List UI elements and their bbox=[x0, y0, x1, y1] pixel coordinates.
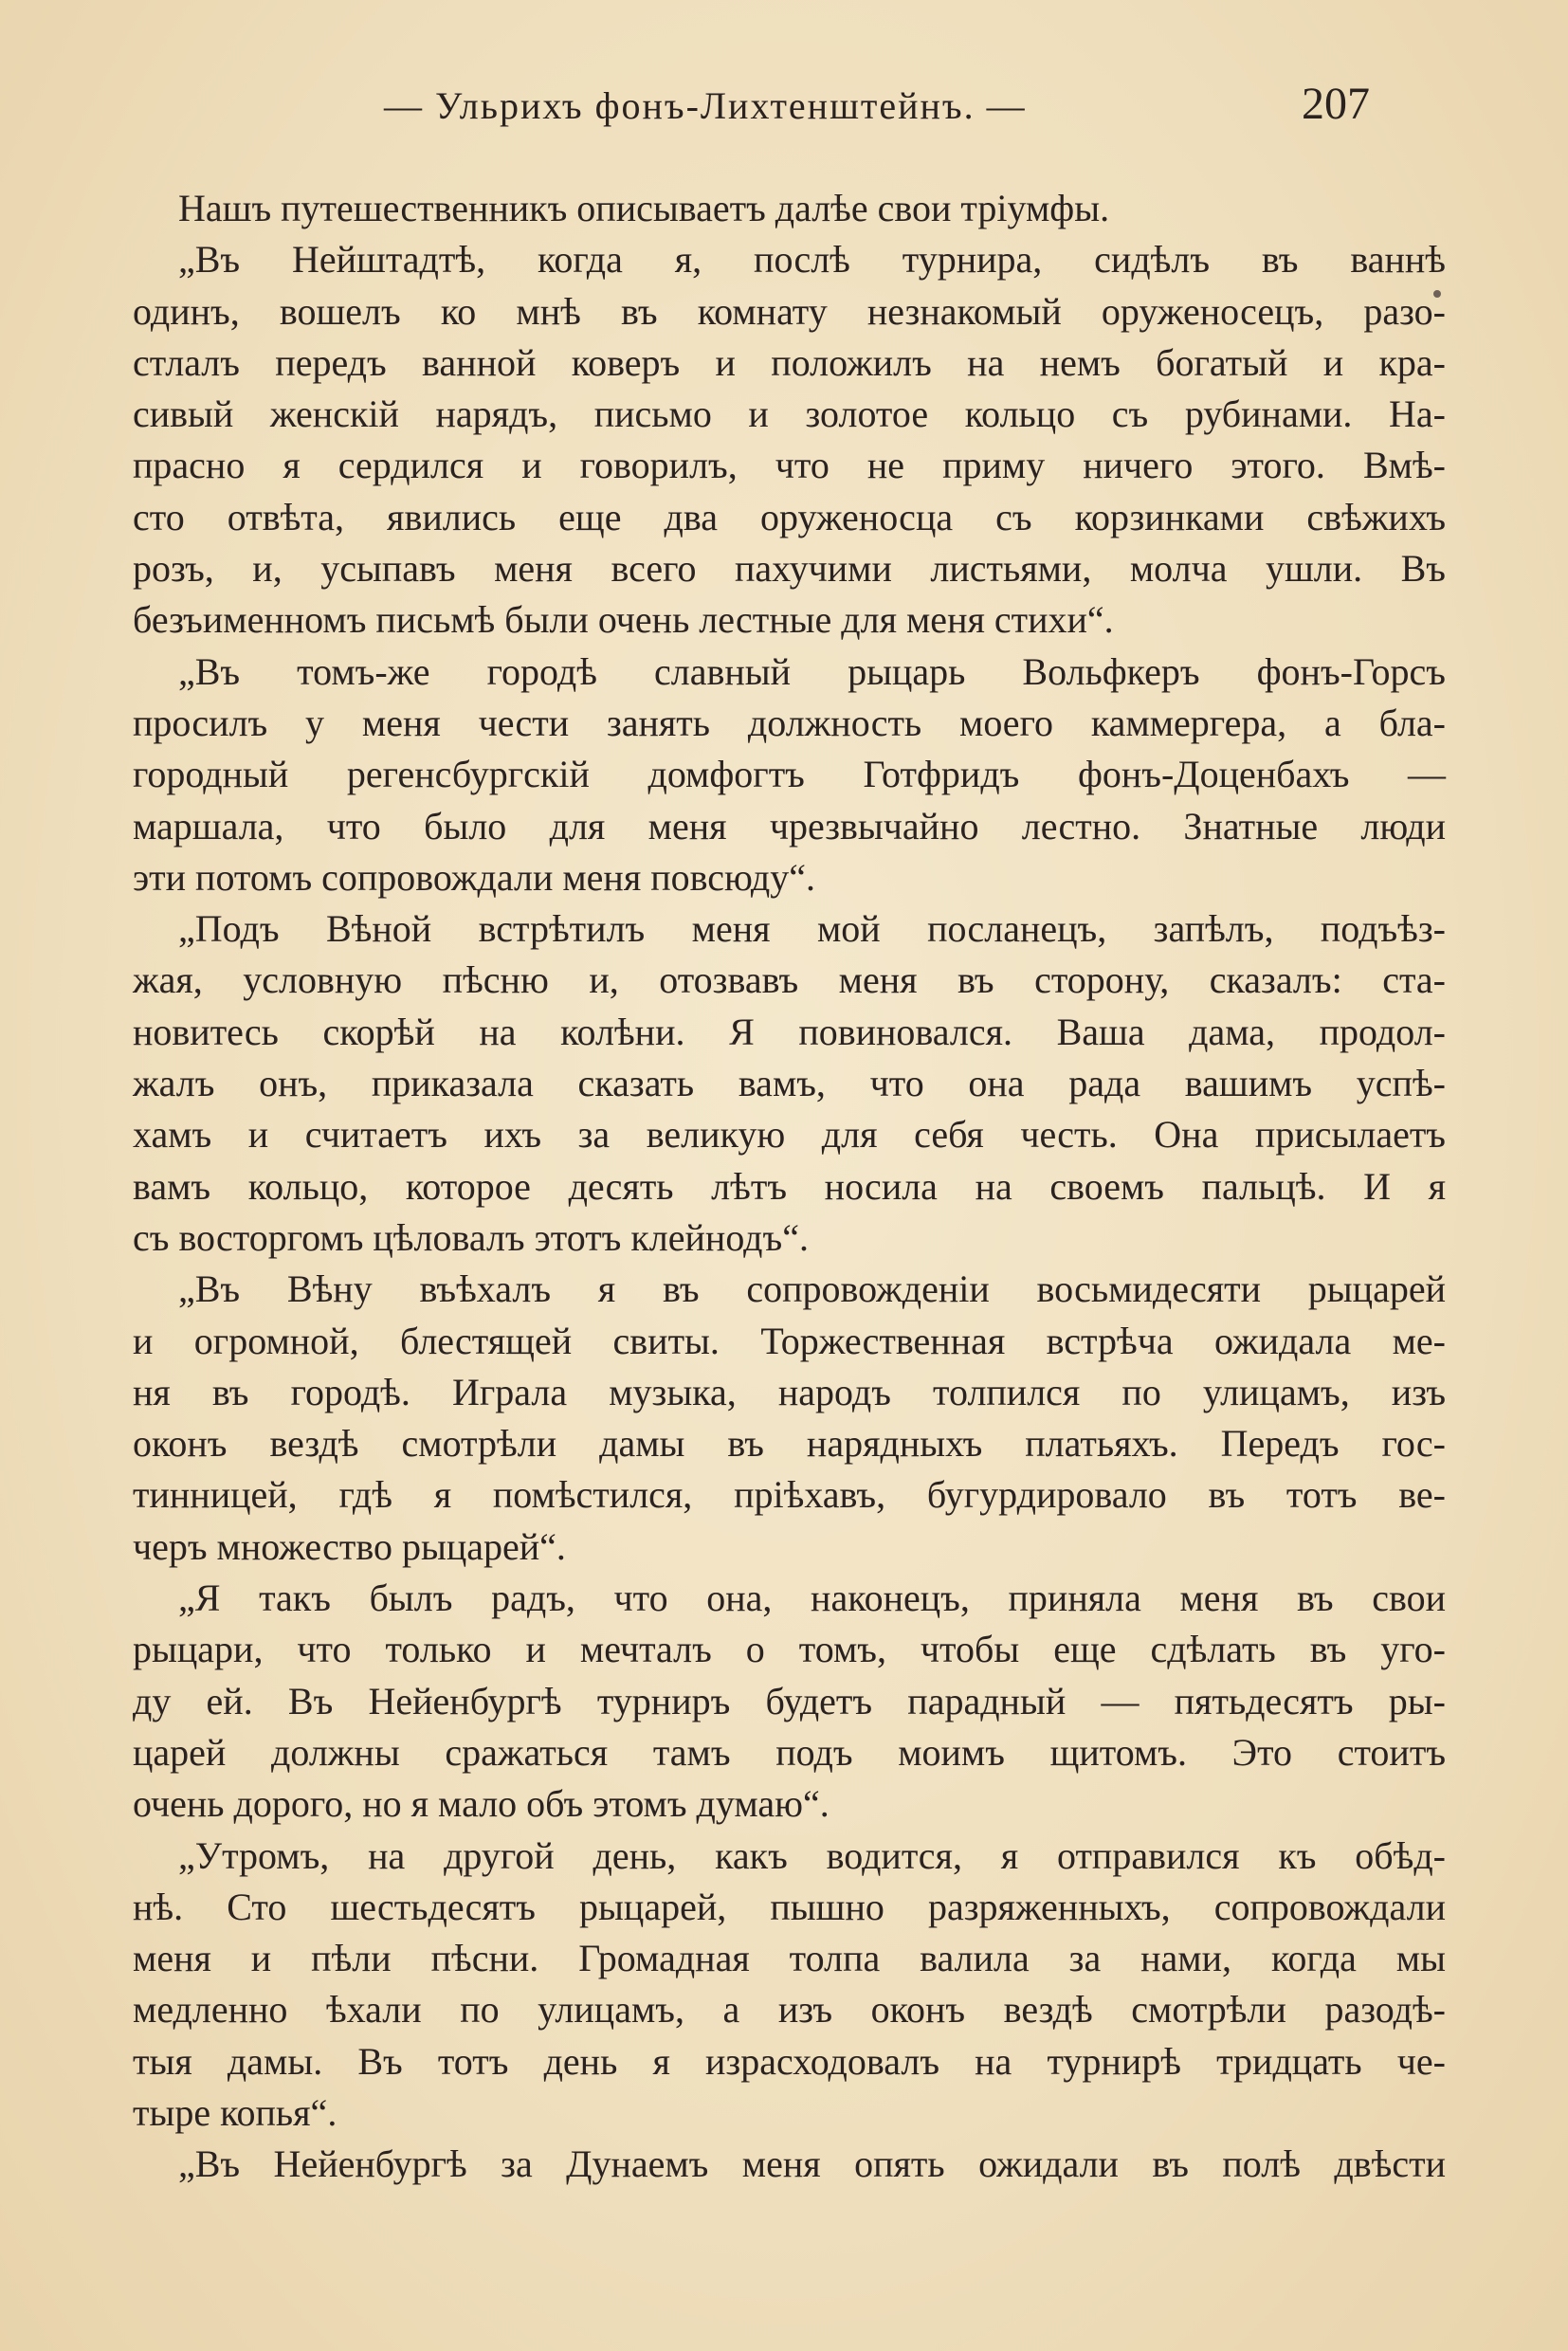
text-line: сто отвѣта, явились еще два оруженосца съ корзинками свѣжихъ bbox=[133, 495, 1446, 538]
text-line: „Въ Нейенбургѣ за Дунаемъ меня опять ожидали въ полѣ двѣсти bbox=[178, 2142, 1446, 2186]
text-line: просилъ у меня чести занять должность моего каммергера, а бла- bbox=[133, 701, 1446, 744]
text-line: безъименномъ письмѣ были очень лестные для меня стихи“. bbox=[133, 598, 1114, 642]
text-line: черъ множество рыцарей“. bbox=[133, 1524, 566, 1568]
text-line: стлалъ передъ ванной коверъ и положилъ на немъ богатый и кра- bbox=[133, 340, 1446, 384]
text-line: „Въ томъ-же городѣ славный рыцарь Вольфкеръ фонъ-Горсъ bbox=[178, 649, 1446, 693]
text-line: жалъ онъ, приказала сказать вамъ, что она рада вашимъ успѣ- bbox=[133, 1062, 1446, 1105]
text-line: „Въ Вѣну въѣхалъ я въ сопровожденіи восьмидесяти рыцарей bbox=[178, 1267, 1446, 1311]
text-line: „Я такъ былъ радъ, что она, наконецъ, приняла меня въ свои bbox=[178, 1576, 1446, 1620]
text-line: ду ей. Въ Нейенбургѣ турниръ будетъ парадный — пятьдесятъ ры- bbox=[133, 1679, 1446, 1722]
text-line: одинъ, вошелъ ко мнѣ въ комнату незнакомый оруженосецъ, разо- bbox=[133, 289, 1446, 333]
text-line: „Утромъ, на другой день, какъ водится, я отправился къ обѣд- bbox=[178, 1833, 1446, 1877]
text-line: прасно я сердился и говорилъ, что не приму ничего этого. Вмѣ- bbox=[133, 444, 1446, 487]
text-line: и огромной, блестящей свиты. Торжественная встрѣча ожидала ме- bbox=[133, 1319, 1446, 1362]
text-line: царей должны сражаться тамъ подъ моимъ щитомъ. Это стоитъ bbox=[133, 1730, 1446, 1774]
text-line: съ восторгомъ цѣловалъ этотъ клейнодъ“. bbox=[133, 1215, 809, 1259]
text-line: сивый женскій нарядъ, письмо и золотое кольцо съ рубинами. На- bbox=[133, 392, 1446, 436]
page-number: 207 bbox=[1302, 79, 1370, 129]
text-line: тыя дамы. Въ тотъ день я израсходовалъ на турнирѣ тридцать че- bbox=[133, 2039, 1446, 2083]
text-line: эти потомъ сопровождали меня повсюду“. bbox=[133, 855, 815, 899]
text-line: городный регенсбургскій домфогтъ Готфридъ фонъ-Доценбахъ — bbox=[133, 753, 1446, 796]
text-line: розъ, и, усыпавъ меня всего пахучими листьями, молча ушли. Въ bbox=[133, 547, 1446, 591]
text-line: оконъ вездѣ смотрѣли дамы въ нарядныхъ платьяхъ. Передъ гос- bbox=[133, 1422, 1446, 1466]
body-text bbox=[133, 183, 1446, 2191]
text-line: медленно ѣхали по улицамъ, а изъ оконъ вездѣ смотрѣли разодѣ- bbox=[133, 1988, 1446, 2032]
text-line: меня и пѣли пѣсни. Громадная толпа валила за нами, когда мы bbox=[133, 1937, 1446, 1980]
text-line: ня въ городѣ. Играла музыка, народъ толпился по улицамъ, изъ bbox=[133, 1370, 1446, 1413]
text-line: тинницей, гдѣ я помѣстился, пріѣхавъ, бугурдировало въ тотъ ве- bbox=[133, 1473, 1446, 1517]
text-line: очень дорого, но я мало объ этомъ думаю“. bbox=[133, 1782, 830, 1826]
text-line: „Въ Нейштадтѣ, когда я, послѣ турнира, сидѣлъ въ ваннѣ bbox=[178, 238, 1446, 282]
text-line: маршала, что было для меня чрезвычайно лестно. Знатные люди bbox=[133, 804, 1446, 847]
text-line: нѣ. Сто шестьдесятъ рыцарей, пышно разряженныхъ, сопровождали bbox=[133, 1885, 1446, 1928]
text-line: хамъ и считаетъ ихъ за великую для себя честь. Она присылаетъ bbox=[133, 1113, 1446, 1157]
text-line: жая, условную пѣсню и, отозвавъ меня въ сторону, сказалъ: ста- bbox=[133, 958, 1446, 1002]
text-line: „Подъ Вѣной встрѣтилъ меня мой посланецъ, запѣлъ, подъѣз- bbox=[178, 907, 1446, 951]
text-line: новитесь скорѣй на колѣни. Я повиновался. Ваша дама, продол- bbox=[133, 1010, 1446, 1053]
text-line: вамъ кольцо, которое десять лѣтъ носила на своемъ пальцѣ. И я bbox=[133, 1164, 1446, 1208]
text-line: тыре копья“. bbox=[133, 2090, 337, 2134]
text-line: Нашъ путешественникъ описываетъ далѣе свои тріумфы. bbox=[178, 187, 1110, 229]
text-line: рыцари, что только и мечталъ о томъ, чтобы еще сдѣлать въ уго- bbox=[133, 1628, 1446, 1671]
page-header bbox=[133, 79, 1441, 140]
running-head: — Ульрихъ фонъ-Лихтенштейнъ. — bbox=[384, 84, 1027, 127]
